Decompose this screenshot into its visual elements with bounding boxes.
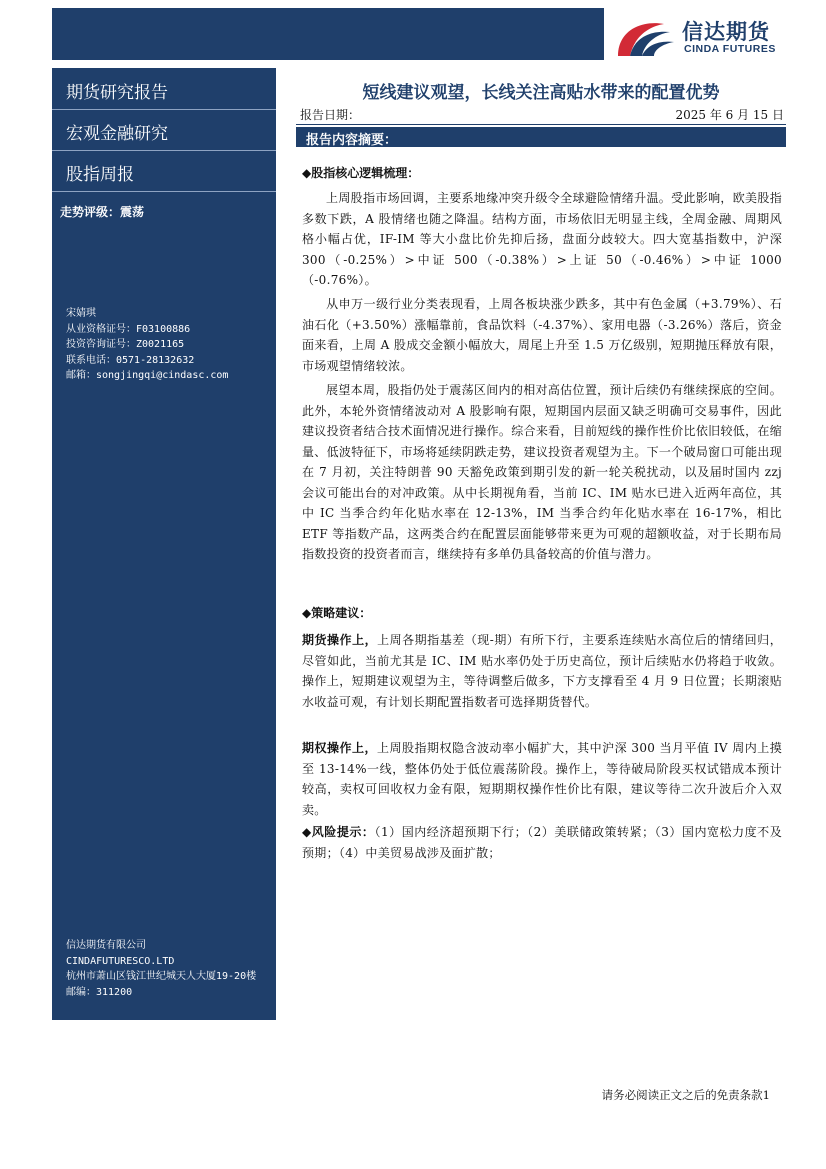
- company-postcode: 邮编：311200: [66, 986, 133, 998]
- paragraph-outlook: [302, 380, 782, 565]
- paragraph-futures-operation: [302, 630, 782, 712]
- disclaimer-note: 请务必阅读正文之后的免责条款1: [601, 1088, 770, 1102]
- sidebar: [52, 68, 276, 1020]
- analyst-phone: 联系电话：0571-28132632: [66, 354, 195, 366]
- risk-warning-lead: ◆风险提示：: [302, 825, 375, 839]
- section-title-strategy: ◆策略建议：: [302, 606, 372, 620]
- paragraph-outlook-text: 展望本周，股指仍处于震荡区间内的相对高估位置，预计后续仍有继续探底的空间。此外，本轮外资情绪波动对 A 股影响有限，短期国内层面又缺乏明确可交易事件，因此建议投资者结合技术面情况进行操作。综合来看，目前短线的操作性价比依旧较低，在缩量、低波特征下，市场将延续阴跌走势，建议投资者观望为主。下一个破局窗口可能出现在 7 月初，关注特朗普 90 天豁免政策到期引发的新一轮关税扰动，以及届时国内 zzj 会议可能出台的对冲政策。从中长期视角看，当前 IC、IM 贴水已进入近两年高位，其中 IC 当季合约年化贴水率在 12-13%，IM 当季合约年化贴水率在 16-17%，相比 ETF 等指数产品，这两类合约在配置层面能够带来更为可观的超额收益，对于长期布局指数投资的投资者而言，继续持有多单仍具备较高的价值与潜力。: [302, 383, 782, 561]
- sidebar-title-subcategory: 股指周报: [66, 165, 134, 185]
- paragraph-market-review-text: 上周股指市场回调，主要系地缘冲突升级令全球避险情绪升温。受此影响，欧美股指多数下跌，A 股情绪也随之降温。结构方面，市场依旧无明显主线，全周金融、周期风格小幅占优，IF-IM 等大小盘比价先抑后扬，盘面分歧较大。四大宽基指数中，沪深 300（-0.25%）>中证 500（-0.38%）>上证 50（-0.46%）>中证 1000（-0.76%）。: [302, 191, 782, 287]
- options-operation-text: 上周股指期权隐含波动率小幅扩大，其中沪深 300 当月平值 IV 周内上摸至 13-14%一线，整体仍处于低位震荡阶段。操作上，等待破局阶段买权试错成本预计较高，卖权可回收权力金有限，短期期权操作性价比有限，建议等待二次升波后介入双卖。: [302, 741, 782, 817]
- futures-operation-lead: 期货操作上，: [302, 633, 378, 647]
- trend-rating: [60, 203, 144, 220]
- summary-title: 报告内容摘要：: [306, 133, 398, 148]
- options-operation-lead: 期权操作上，: [302, 741, 378, 755]
- company-info: [66, 938, 272, 1000]
- logo-text-en: CINDA FUTURES: [684, 43, 776, 55]
- trend-rating-label: 走势评级：: [60, 205, 121, 219]
- paragraph-market-review: [302, 188, 782, 291]
- company-address: 杭州市萧山区钱江世纪城天人大厦19-20楼: [66, 971, 257, 983]
- paragraph-options-operation: [302, 738, 782, 820]
- company-name-cn: 信达期货有限公司: [66, 940, 146, 951]
- date-divider: [296, 124, 786, 125]
- sidebar-divider: [52, 191, 276, 192]
- report-title: 短线建议观望，长线关注高贴水带来的配置优势: [362, 83, 720, 103]
- risk-warning-text: （1）国内经济超预期下行；（2）美联储政策转紧；（3）国内宽松力度不及预期；（4）中美贸易战涉及面扩散；: [302, 825, 782, 860]
- trend-rating-value: 震荡: [120, 205, 145, 219]
- sidebar-title-report-type: 期货研究报告: [66, 83, 168, 103]
- report-date-label: 报告日期：: [300, 108, 361, 122]
- analyst-name: 宋婧琪: [66, 308, 96, 319]
- paragraph-sector-review: [302, 294, 782, 376]
- sidebar-divider: [52, 109, 276, 110]
- analyst-contact: [66, 306, 228, 384]
- analyst-advisory-license: 投资咨询证号：Z0021165: [66, 339, 185, 351]
- summary-header-bar: [296, 127, 786, 147]
- analyst-qualification: 从业资格证号：F03100886: [66, 323, 191, 335]
- futures-operation-text: 上周各期指基差（现-期）有所下行，主要系连续贴水高位后的情绪回归，尽管如此，当前尤其是 IC、IM 贴水率仍处于历史高位，预计后续贴水仍将趋于收敛。操作上，短期建议观望为主，等待调整后做多，下方支撑看至 4 月 9 日位置；长期滚贴水收益可观，有计划长期配置指数者可选择期货替代。: [302, 633, 782, 709]
- section-title-core-logic: ◆股指核心逻辑梳理：: [302, 166, 420, 180]
- logo-swoosh-icon: [612, 16, 676, 60]
- company-name-en: CINDAFUTURESCO.LTD: [66, 955, 175, 967]
- sidebar-title-category: 宏观金融研究: [66, 124, 168, 144]
- sidebar-divider: [52, 150, 276, 151]
- logo-text-cn: 信达期货: [682, 20, 770, 44]
- header-band: [52, 8, 604, 60]
- paragraph-sector-review-text: 从申万一级行业分类表现看，上周各板块涨少跌多，其中有色金属（+3.79%）、石油石化（+3.50%）涨幅靠前，食品饮料（-4.37%）、家用电器（-3.26%）落后，资金面来看，上周 A 股成交金额小幅放大，周尾上升至 1.5 万亿级别，短期抛压释放有限，市场观望情绪较浓。: [302, 297, 782, 373]
- paragraph-risk-warning: [302, 822, 782, 863]
- analyst-email: 邮箱：songjingqi@cindasc.com: [66, 370, 229, 382]
- report-date-value: 2025 年 6 月 15 日: [675, 108, 784, 122]
- company-logo: [612, 16, 812, 60]
